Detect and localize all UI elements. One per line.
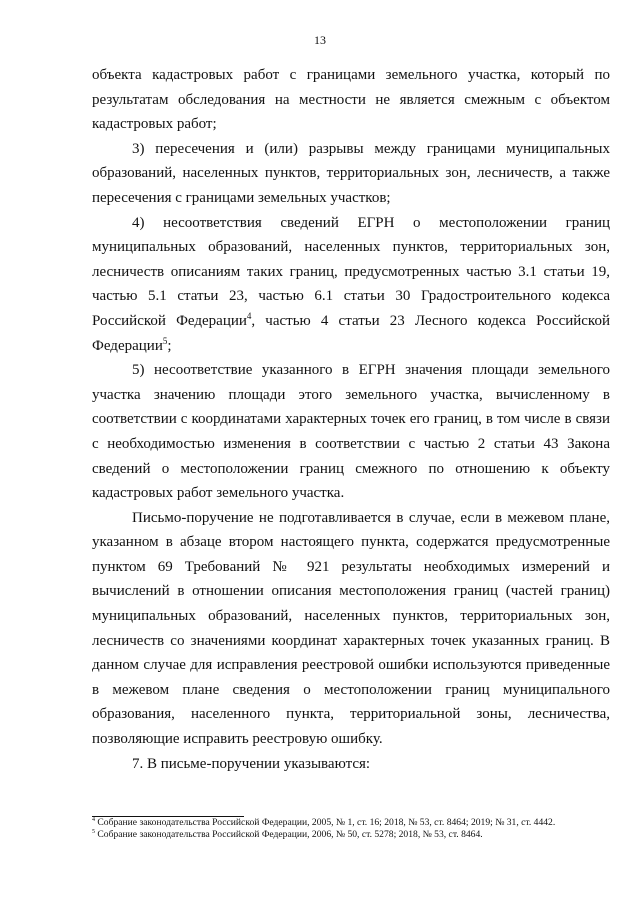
body-text xyxy=(92,63,610,776)
paragraph-continuation: объекта кадастровых работ с границами земельного участка, который по результатам обследования на местности не является смежным с объектом кадастровых работ; xyxy=(92,67,610,133)
paragraph-item-4-end: ; xyxy=(167,337,172,354)
paragraph-item-4-text-cont: , частью 4 статьи 23 Лесного кодекса Российской Федерации xyxy=(92,312,610,354)
footnote-mark-5: 5 xyxy=(92,828,95,835)
paragraph-item-4 xyxy=(92,211,610,359)
paragraph-item-3: 3) пересечения и (или) разрывы между границами муниципальных образований, населенных пунктов, территориальных зон, лесничеств, а также пересечения с границами земельных участков; xyxy=(92,140,610,206)
footnote-5-text: Собрание законодательства Российской Федерации, 2006, № 50, ст. 5278; 2018, № 53, ст. 8464. xyxy=(95,828,483,840)
footnote-ref-5: 5 xyxy=(162,335,168,346)
footnote-4-text: Собрание законодательства Российской Федерации, 2005, № 1, ст. 16; 2018, № 53, ст. 8464; 2019; № 31, ст. 4442. xyxy=(95,817,556,828)
footnote-mark-4: 4 xyxy=(92,816,95,823)
footnote-5 xyxy=(92,829,610,841)
paragraph-item-7: 7. В письме-поручении указываются: xyxy=(132,755,371,772)
page-number: 13 xyxy=(314,33,326,47)
footnote-4 xyxy=(92,817,610,829)
paragraph-item-5: 5) несоответствие указанного в ЕГРН значения площади земельного участка значению площади этого земельного участка, вычисленному в соответствии с координатами характерных точек его границ, в том числе в связи с необходимостью изменения в соответствии с частью 2 статьи 43 Закона сведений о местоположении границ смежного по отношению к объекту кадастровых работ земельного участка. xyxy=(92,362,610,502)
paragraph-item-4-text: 4) несоответствия сведений ЕГРН о местоположении границ муниципальных образований, населенных пунктов, территориальных зон, лесничеств описаниям таких границ, предусмотренных частью 3.1 статьи 19, частью 5.1 статьи 23, частью 6.1 статьи 30 Градостроительного кодекса Российской Федерации xyxy=(92,214,610,329)
footnotes xyxy=(92,817,610,840)
footnote-ref-4: 4 xyxy=(246,310,252,321)
paragraph-letter-exception: Письмо-поручение не подготавливается в случае, если в межевом плане, указанном в абзаце втором настоящего пункта, содержатся предусмотренные пунктом 69 Требований № 921 результаты необходимых измерений и вычислений в отношении описания местоположения границ (частей границ) муниципальных образований, населенных пунктов, территориальных зон, лесничеств со значениями координат характерных точек указанных границ. В данном случае для исправления реестровой ошибки используются приведенные в межевом плане сведения о местоположении границ муниципального образования, населенного пункта, территориальной зоны, лесничества, позволяющие исправить реестровую ошибку. xyxy=(92,509,610,748)
